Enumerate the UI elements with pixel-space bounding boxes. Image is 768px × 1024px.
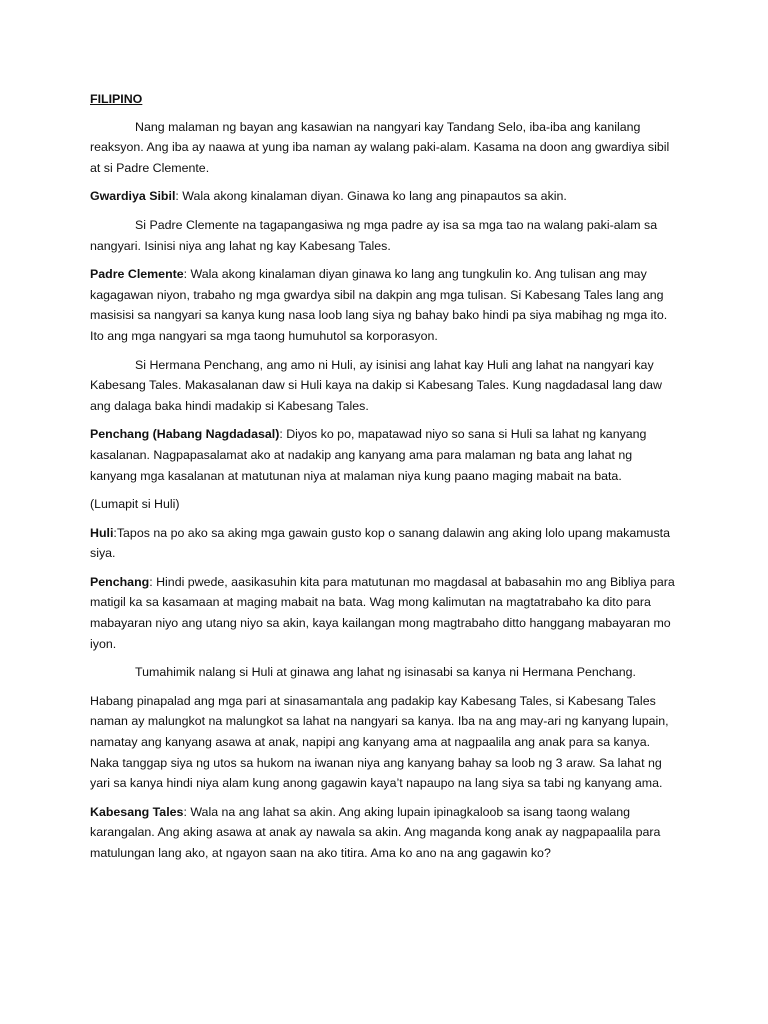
paragraph-text: Nang malaman ng bayan ang kasawian na nangyari kay Tandang Selo, iba-iba ang kanilang reaksyon. Ang iba ay naawa at yung iba naman ay walang paki-alam. Kasama na doon ang gwardiya sibil at si Padre Clemente. (90, 119, 670, 175)
document-title: FILIPINO (90, 92, 143, 106)
dialogue-text: : Wala na ang lahat sa akin. Ang aking lupain ipinagkaloob sa isang taong walang karangalan. Ang aking asawa at anak ay nawala sa akin. Ang maganda kong anak ay nagpapaalila para matulungan lang ako, at ngayon saan na ako titira. Ama ko ano na ang gagawin ko? (90, 804, 661, 860)
speaker-name: Gwardiya Sibil (90, 189, 176, 204)
dialogue-paragraph (90, 802, 682, 864)
stage-direction (90, 494, 682, 515)
dialogue-text: :Tapos na po ako sa aking mga gawain gusto kop o sanang dalawin ang aking lolo upang makamusta siya. (90, 525, 670, 561)
dialogue-text: : Wala akong kinalaman diyan. Ginawa ko lang ang pinapautos sa akin. (175, 189, 567, 204)
speaker-name: Padre Clemente (90, 267, 184, 282)
paragraph-text: (Lumapit si Huli) (90, 497, 180, 512)
paragraph-text: Si Padre Clemente na tagapangasiwa ng mga padre ay isa sa mga tao na walang paki-alam sa nangyari. Isinisi niya ang lahat ng kay Kabesang Tales. (90, 217, 658, 253)
narration-paragraph (90, 215, 682, 256)
dialogue-paragraph (90, 264, 682, 346)
narration-paragraph (90, 662, 682, 683)
narration-paragraph (90, 355, 682, 417)
speaker-name: Penchang (90, 574, 150, 589)
dialogue-paragraph (90, 572, 682, 654)
dialogue-text: : Hindi pwede, aasikasuhin kita para matutunan mo magdasal at babasahin mo ang Bibliya para matigil ka sa kasamaan at maging mabait na bata. Wag mong kalimutan na magtatrabaho ka dito para mabayaran niyo ang utang niyo sa akin, kaya kailangan mong magtrabaho ditto hanggang mabayaran mo iyon. (90, 574, 675, 651)
paragraph-text: Habang pinapalad ang mga pari at sinasamantala ang padakip kay Kabesang Tales, si Kabesang Tales naman ay malungkot na malungkot sa lahat na nangyari sa kanya. Iba na ang may-ari ng kanyang lupain, namatay ang kanyang asawa at anak, napipi ang kanyang ama at nagpaalila ang anak para sa kanya. Naka tanggap siya ng utos sa hukom na iwanan niya ang kanyang bahay sa loob ng 3 araw. Sa lahat ng yari sa kanya hindi niya alam kung anong gagawin kaya’t napaupo na lang siya sa tabi ng kanyang ama. (90, 693, 669, 791)
speaker-name: Kabesang Tales (90, 804, 184, 819)
dialogue-paragraph (90, 424, 682, 486)
speaker-name: Penchang (Habang Nagdadasal) (90, 427, 280, 442)
dialogue-text: : Diyos ko po, mapatawad niyo so sana si Huli sa lahat ng kanyang kasalanan. Nagpapasalamat ako at nadakip ang kanyang ama para malaman ng bata ang lahat ng kanyang mga kasalanan at matutunan niya at malaman niya kung paano maging mabait na bata. (90, 427, 647, 483)
document-body (90, 89, 682, 872)
plain-paragraph (90, 691, 682, 794)
dialogue-paragraph (90, 523, 682, 564)
dialogue-paragraph (90, 186, 682, 207)
paragraph-text: Tumahimik nalang si Huli at ginawa ang lahat ng isinasabi sa kanya ni Hermana Penchang. (135, 665, 636, 680)
speaker-name: Huli (90, 525, 114, 540)
narration-paragraph (90, 117, 682, 179)
dialogue-text: : Wala akong kinalaman diyan ginawa ko lang ang tungkulin ko. Ang tulisan ang may kagagawan niyon, trabaho ng mga gwardya sibil na dakpin ang mga tulisan. Si Kabesang Tales lang ang masisisi sa nangyari sa kanya kung nasa loob lang siya ng bahay bako hindi pa siya mabihag ng mga ito. Ito ang mga nangyari sa mga taong humuhutol sa korporasyon. (90, 267, 668, 343)
paragraph-text: Si Hermana Penchang, ang amo ni Huli, ay isinisi ang lahat kay Huli ang lahat na nangyari kay Kabesang Tales. Makasalanan daw si Huli kaya na dakip si Kabesang Tales. Kung nagdadasal lang daw ang dalaga baka hindi madakip si Kabesang Tales. (90, 357, 662, 413)
